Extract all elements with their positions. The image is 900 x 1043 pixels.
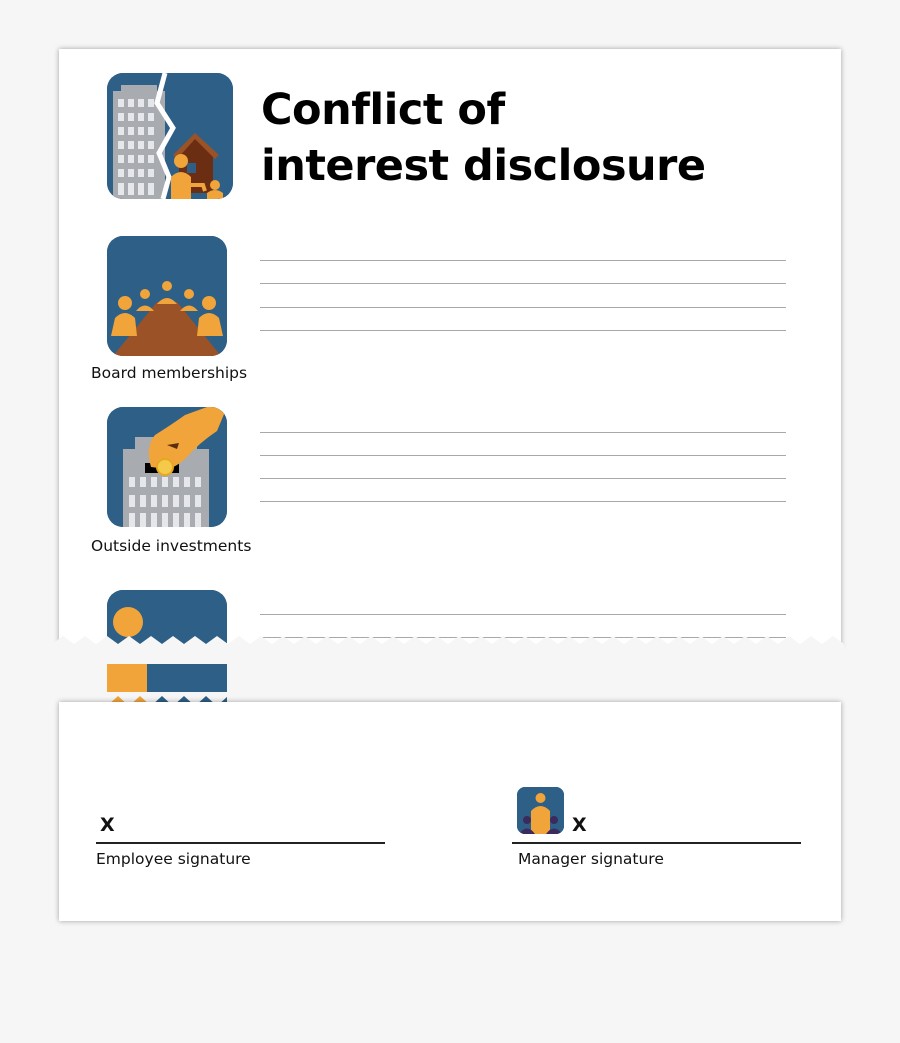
section-label-investments: Outside investments bbox=[91, 537, 252, 555]
employee-signature-label: Employee signature bbox=[96, 850, 251, 868]
entry-line[interactable] bbox=[260, 330, 786, 331]
investment-icon bbox=[107, 407, 227, 527]
manager-signature-label: Manager signature bbox=[518, 850, 664, 868]
page-title bbox=[261, 82, 706, 194]
entry-line[interactable] bbox=[260, 260, 786, 261]
title-line-1: Conflict of bbox=[261, 85, 505, 135]
entry-line[interactable] bbox=[260, 614, 786, 615]
conflict-icon bbox=[107, 73, 233, 199]
entry-line[interactable] bbox=[260, 283, 786, 284]
torn-edge-top bbox=[52, 634, 848, 664]
entry-line[interactable] bbox=[260, 307, 786, 308]
manager-icon bbox=[517, 787, 564, 834]
employee-signature-mark: X bbox=[100, 814, 115, 836]
entry-line[interactable] bbox=[260, 478, 786, 479]
entry-line[interactable] bbox=[260, 455, 786, 456]
board-icon bbox=[107, 236, 227, 356]
title-line-2: interest disclosure bbox=[261, 141, 706, 191]
form-page-bottom bbox=[59, 702, 841, 921]
entry-line[interactable] bbox=[260, 501, 786, 502]
entry-line[interactable] bbox=[260, 432, 786, 433]
manager-signature-mark: X bbox=[572, 814, 587, 836]
manager-signature-line[interactable] bbox=[512, 842, 801, 844]
employee-signature-line[interactable] bbox=[96, 842, 385, 844]
section-label-board: Board memberships bbox=[91, 364, 248, 382]
